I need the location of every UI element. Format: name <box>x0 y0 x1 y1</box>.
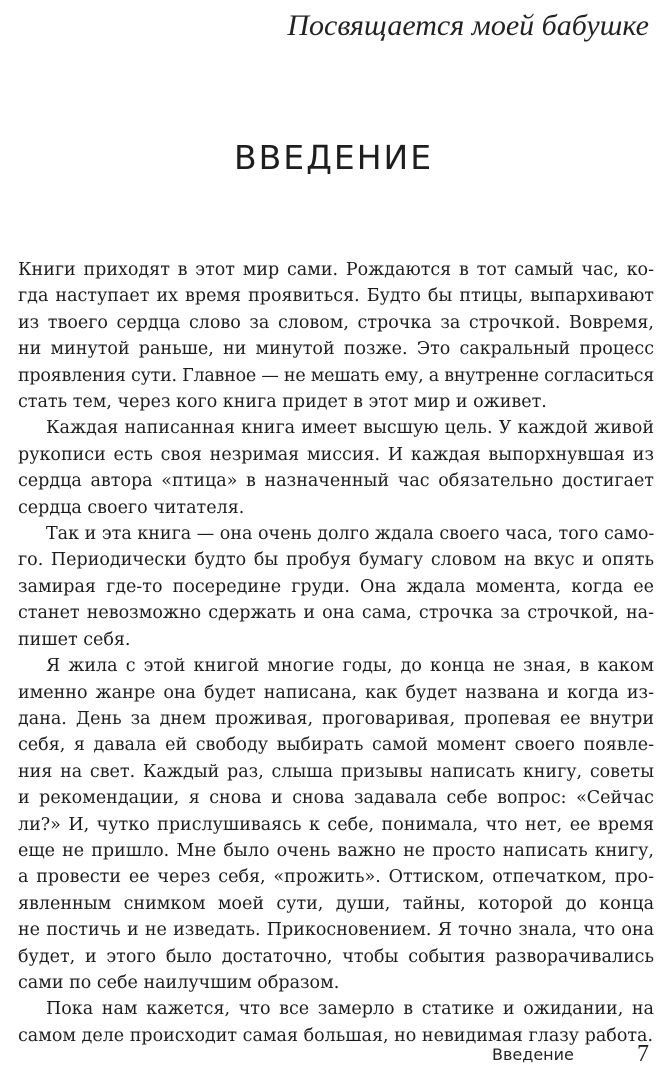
text-line: и рекомендации, я снова и снова задавала себе вопрос: «Сейчас <box>18 788 654 809</box>
text-line: стать тем, через кого книга придет в этот мир и оживет. <box>18 392 547 413</box>
text-line: из твоего сердца слово за словом, строчка за строчкой. Вовремя, <box>18 312 654 333</box>
page-number: 7 <box>637 1041 649 1067</box>
text-line: го. Периодически будто бы пробуя бумагу словом на вкус и опять <box>18 550 654 571</box>
text-line: не постичь и не изведать. Прикосновением. Я точно знала, что она <box>18 920 654 941</box>
text-line: станет невозможно сдержать и она сама, строчка за строчкой, на- <box>18 603 654 624</box>
text-line: еще не пришло. Мне было очень важно не просто написать книгу, <box>18 840 654 861</box>
text-line: сердца автора «птица» в назначенный час обязательно достигает <box>18 471 654 492</box>
text-line: гда наступает их время проявиться. Будто бы птицы, выпархивают <box>18 286 654 307</box>
text-line: сердца своего читателя. <box>18 497 245 518</box>
text-line: ни минутой раньше, ни минутой позже. Это сакральный процесс <box>18 339 654 360</box>
text-line: а провести ее через себя, «прожить». Оттиском, отпечатком, про- <box>18 867 654 888</box>
text-line: именно жанре она будет написана, как будет названа и когда из- <box>18 682 654 703</box>
text-line: себя, я давала ей свободу выбирать самой момент своего появле- <box>18 735 654 756</box>
text-line: явленным снимком моей сути, души, тайны, которой до конца <box>18 893 654 914</box>
paragraph <box>18 257 654 415</box>
text-line: Пока нам кажется, что все замерло в статике и ожидании, на <box>46 999 654 1020</box>
text-line: самом деле происходит самая большая, но невидимая глазу работа. <box>18 1025 654 1046</box>
paragraph <box>18 521 654 653</box>
text-line: пишет себя. <box>18 629 131 650</box>
text-line: ния на свет. Каждый раз, слыша призывы написать книгу, советы <box>18 761 654 782</box>
text-line: Каждая написанная книга имеет высшую цель. У каждой живой <box>46 418 654 439</box>
chapter-title: ВВЕДЕНИЕ <box>233 138 434 177</box>
paragraph <box>18 653 654 996</box>
text-line: Так и эта книга — она очень долго ждала своего часа, того само- <box>46 524 655 545</box>
text-line: дана. День за днем проживая, проговаривая, пропевая ее внутри <box>18 708 654 729</box>
text-line: замирая где-то посередине груди. Она ждала момента, когда ее <box>18 576 654 597</box>
dedication: Посвящается моей бабушке <box>287 9 649 42</box>
text-line: сами по себе наилучшим образом. <box>18 972 340 993</box>
text-line: Книги приходят в этот мир сами. Рождаются в тот самый час, ко- <box>18 260 654 280</box>
text-line: будет, и этого было достаточно, чтобы события разворачивались <box>18 946 654 967</box>
text-line: проявления сути. Главное — не мешать ему, а внутренне согласиться <box>18 365 654 386</box>
text-line: ли?» И, чутко прислушиваясь к себе, понимала, что нет, ее время <box>18 814 654 835</box>
text-line: рукописи есть своя незримая миссия. И каждая выпорхнувшая из <box>18 444 654 465</box>
page-footer <box>0 1040 667 1070</box>
paragraph <box>18 415 654 521</box>
text-line: Я жила с этой книгой многие годы, до конца не зная, в каком <box>46 656 654 677</box>
running-head: Введение <box>492 1045 574 1064</box>
body-text <box>18 257 654 1049</box>
